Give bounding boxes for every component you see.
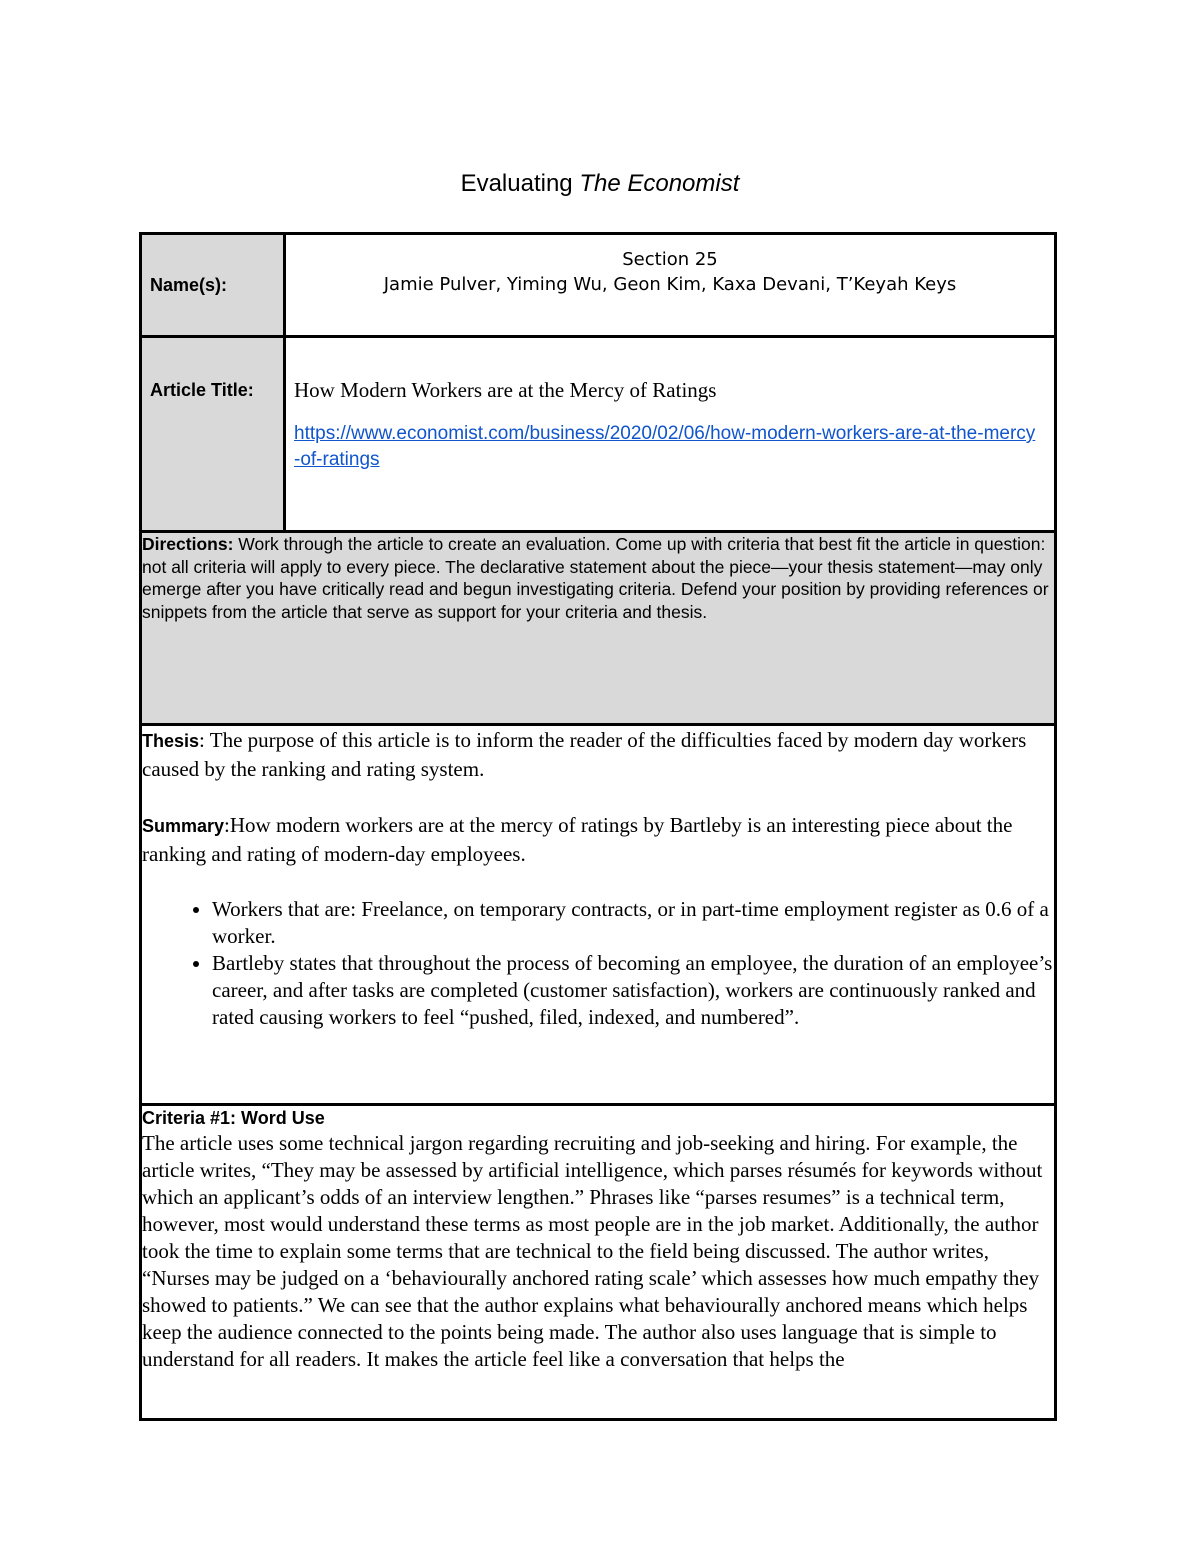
summary-bullet-list <box>142 896 1054 1031</box>
criteria-cell <box>141 1105 1056 1420</box>
names-label: Name(s): <box>141 234 285 337</box>
article-link[interactable]: https://www.economist.com/business/2020/02/06/how-modern-workers-are-at-the-mercy-of-ratings <box>294 423 1036 470</box>
directions-text: Work through the article to create an evaluation. Come up with criteria that best fit the article in question: not all criteria will apply to every piece. The declarative statement about the piece—your thesis statement—may only emerge after you have critically read and begun investigating criteria. Defend your position by providing references or snippets from the article that serve as support for your criteria and thesis. <box>142 534 1049 622</box>
directions-text-block <box>142 533 1054 623</box>
document-title <box>0 170 1200 198</box>
article-title: How Modern Workers are at the Mercy of Ratings <box>294 378 717 402</box>
section-number: Section 25 <box>622 249 718 270</box>
list-item: • Bartleby states that throughout the process of becoming an employee, the duration of an employee’s career, and after tasks are completed (customer satisfaction), workers are continuously ranked and rated causing workers to feel “pushed, filed, indexed, and numbered”. <box>212 950 1054 1031</box>
thesis-paragraph <box>142 726 1054 783</box>
thesis-summary-cell <box>141 725 1056 1105</box>
summary-label: Summary <box>142 816 225 836</box>
article-cell <box>285 337 1056 532</box>
title-publication: The Economist <box>579 170 740 197</box>
list-item: • Workers that are: Freelance, on temporary contracts, or in part-time employment register as 0.6 of a worker. <box>212 896 1054 950</box>
criteria-heading: Criteria #1: Word Use <box>142 1108 325 1128</box>
directions-cell <box>141 532 1056 725</box>
criteria-row <box>141 1105 1056 1420</box>
summary-text: :How modern workers are at the mercy of ratings by Bartleby is an interesting piece about the ranking and rating of modern-day employees. <box>142 813 1013 866</box>
directions-row <box>141 532 1056 725</box>
article-title-label: Article Title: <box>141 337 285 532</box>
title-prefix: Evaluating <box>460 170 580 197</box>
directions-label: Directions: <box>142 534 234 554</box>
thesis-text: : The purpose of this article is to inform the reader of the difficulties faced by modern day workers caused by the ranking and rating system. <box>142 728 1027 781</box>
article-row <box>141 337 1056 532</box>
group-members: Jamie Pulver, Yiming Wu, Geon Kim, Kaxa Devani, T’Keyah Keys <box>383 274 957 295</box>
criteria-text: The article uses some technical jargon regarding recruiting and job-seeking and hiring. For example, the article writes, “They may be assessed by artificial intelligence, which parses résumés for keywords without which an applicant’s odds of an interview lengthen.” Phrases like “parses resumes” is a technical term, however, most would understand these terms as most people are in the job market. Additionally, the author took the time to explain some terms that are technical to the field being discussed. The author writes, “Nurses may be judged on a ‘behaviourally anchored rating scale’ which assesses how much empathy they showed to patients.” We can see that the author explains what behaviourally anchored means which helps keep the audience connected to the points being made. The author also uses language that is simple to understand for all readers. It makes the article feel like a conversation that helps the <box>142 1131 1043 1371</box>
names-cell <box>285 234 1056 337</box>
names-row <box>141 234 1056 337</box>
evaluation-table <box>139 232 1057 1421</box>
thesis-summary-row <box>141 725 1056 1105</box>
summary-paragraph <box>142 811 1054 868</box>
thesis-label: Thesis <box>142 731 200 751</box>
